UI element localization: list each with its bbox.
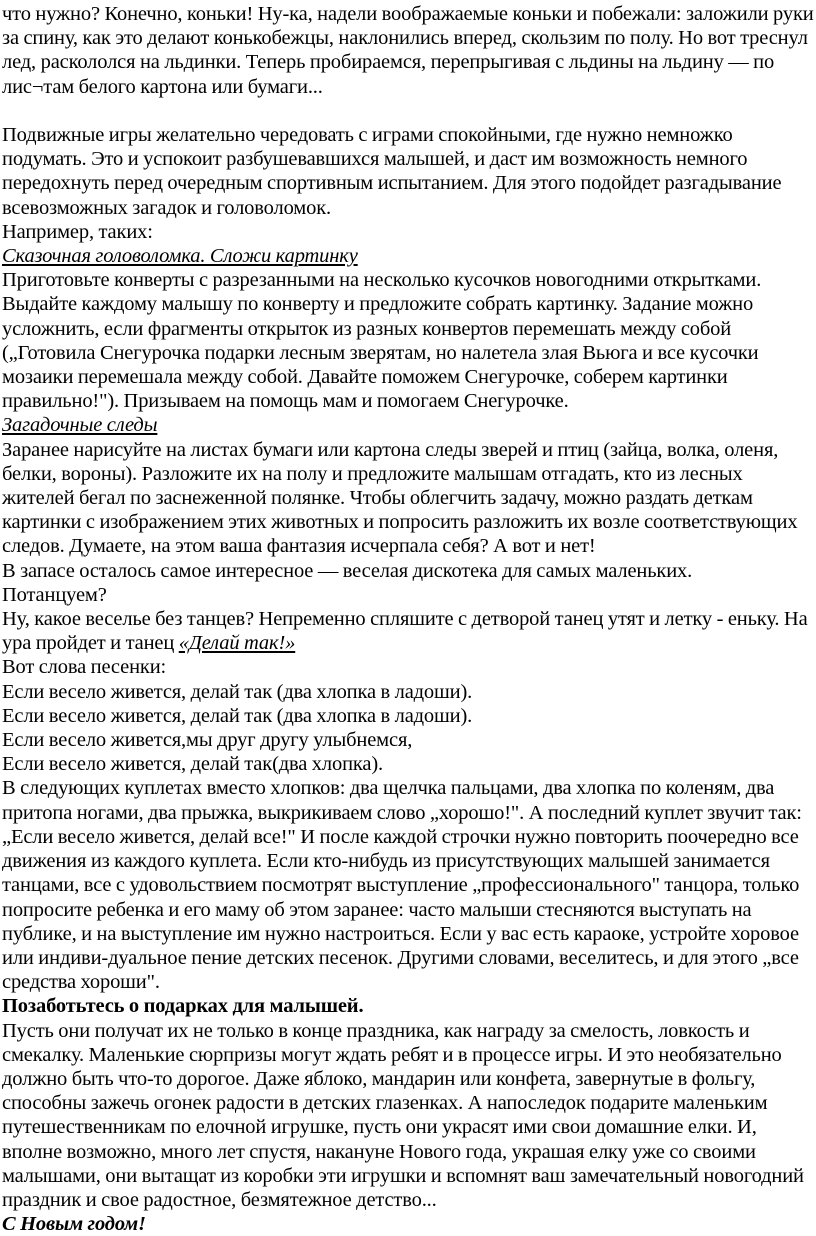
dance-paragraph-4: Вот слова песенки: xyxy=(2,656,167,679)
game1-title: Сказочная головоломка. Сложи картинку xyxy=(2,245,358,268)
intro-paragraph-3: Например, таких: xyxy=(2,220,153,243)
dance-song-link[interactable]: «Делай так!» xyxy=(178,632,296,655)
lyrics-line-3: Если весело живется,мы друг другу улыбнемся, xyxy=(2,729,413,752)
gifts-title: Позаботьтесь о подарках для малышей. xyxy=(2,995,364,1018)
game2-title: Загадочные следы xyxy=(2,414,158,437)
lyrics-line-2: Если весело живется, делай так (два хлопка в ладоши). xyxy=(2,704,473,727)
game1-text: Приготовьте конверты с разрезанными на несколько кусочков новогодними открытками. Выдайте каждому малышу по конверту и предложите собрать картинку. Задание можно усложнить, если фрагменты открыток из разных конвертов перемешать между собой („Готовила Снегурочка подарки лесным зверятам, но налетела злая Вьюга и все кусочки мозаики перемешала между собой. Давайте поможем Снегурочке, соберем картинки правильно!"). Призываем на помощь мам и помогаем Снегурочке. xyxy=(2,269,762,413)
dance-paragraph-3-text: Ну, какое веселье без танцев? Непременно спляшите с детворой танец утят и летку - еньку. На ура пройдет и танец xyxy=(2,608,808,655)
lyrics-line-1: Если весело живется, делай так (два хлопка в ладоши). xyxy=(2,680,473,703)
dance-paragraph-5: В следующих куплетах вместо хлопков: два щелчка пальцами, два хлопка по коленям, два притопа ногами, два прыжка, выкрикиваем слово „хорошо!". А последний куплет звучит так: „Если весело живется, делай все!" И после каждой строчки нужно повторить поочередно все движения из каждого куплета. Если кто-нибудь из присутствующих малышей занимается танцами, все с удовольствием посмотрят выступление „профессионального" танцора, только попросите ребенка и его маму об этом заранее: часто малыши стесняются выступать на публике, и на выступление им нужно настроиться. Если у вас есть караоке, устройте хоровое или индиви-дуальное пение детских песенок. Другими словами, веселитесь, и для этого „все средства хороши". xyxy=(2,777,802,994)
intro-paragraph-1: что нужно? Конечно, коньки! Ну-ка, надели воображаемые коньки и побежали: заложили руки за спину, как это делают конькобежцы, наклонились вперед, скользим по полу. Но вот треснул лед, раскололся на льдинки. Теперь пробираемся, перепрыгивая с льдины на льдину — по лис¬там белого картона или бумаги... xyxy=(2,3,814,98)
game2-text: Заранее нарисуйте на листах бумаги или картона следы зверей и птиц (зайца, волка, оленя, белки, вороны). Разложите их на полу и предложите малышам отгадать, кто из лесных жителей бегал по заснеженной полянке. Чтобы облегчить задачу, можно раздать деткам картинки с изображением этих животных и попросить разложить их возле соответствующих следов. Думаете, на этом ваша фантазия исчерпала себя? А вот и нет! xyxy=(2,438,798,558)
blank-line xyxy=(2,99,816,123)
intro-paragraph-2: Подвижные игры желательно чередовать с играми спокойными, где нужно немножко подумать. Это и успокоит разбушевавшихся малышей, и даст им возможность немного передохнуть перед очередным спортивным испытанием. Для этого подойдет разгадывание всевозможных загадок и головоломок. xyxy=(2,124,782,219)
closing-greeting: С Новым годом! xyxy=(2,1213,146,1236)
dance-paragraph-2: Потанцуем? xyxy=(2,583,107,606)
lyrics-line-4: Если весело живется, делай так(два хлопка). xyxy=(2,753,384,776)
dance-paragraph-1: В запасе осталось самое интересное — веселая дискотека для самых маленьких. xyxy=(2,559,693,582)
gifts-text: Пусть они получат их не только в конце праздника, как награду за смелость, ловкость и смекалку. Маленькие сюрпризы могут ждать ребят и в процессе игры. И это необязательно должно быть что-то дорогое. Даже яблоко, мандарин или конфета, завернутые в фольгу, способны зажечь огонек радости в детских глазенках. А напоследок подарите маленьким путешественникам по елочной игрушке, пусть они украсят ими свои домашние елки. И, вполне возможно, много лет спустя, накануне Нового года, украшая елку уже со своими малышами, они вытащат из коробки эти игрушки и вспомнят ваш замечательный новогодний праздник и свое радостное, безмятежное детство... xyxy=(2,1019,804,1211)
dance-paragraph-3 xyxy=(2,607,816,655)
